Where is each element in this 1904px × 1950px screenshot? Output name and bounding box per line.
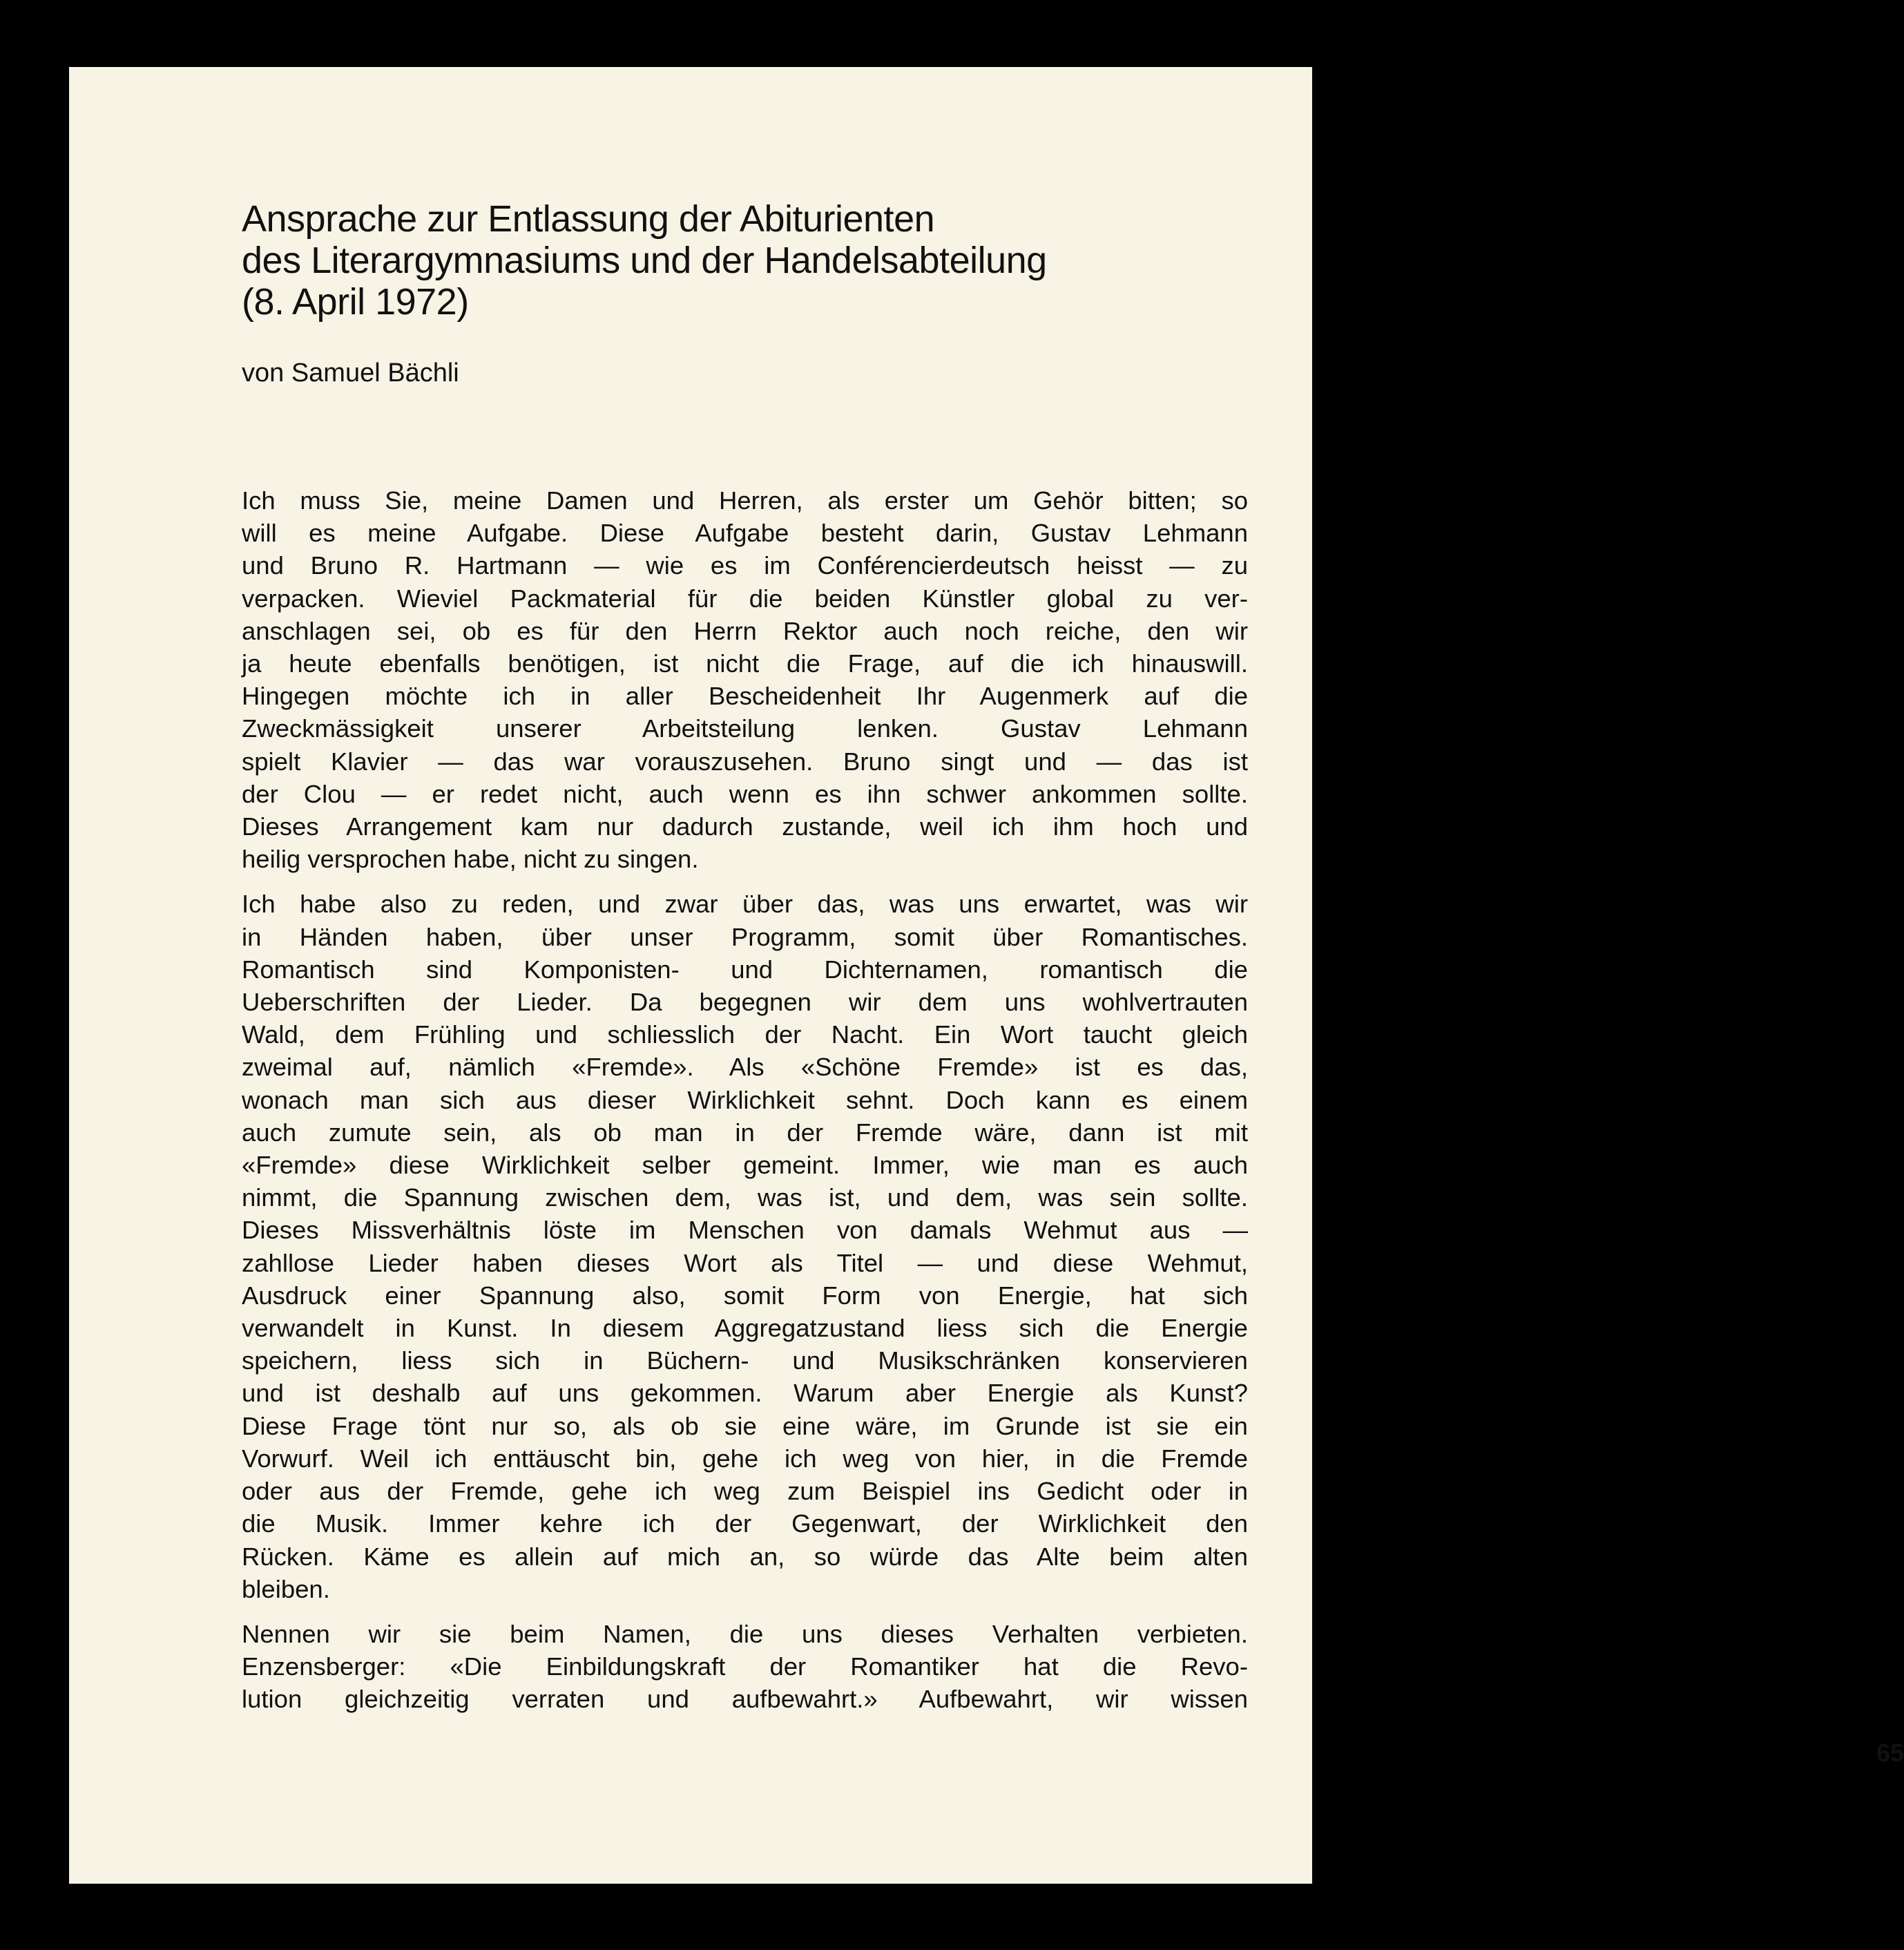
article-title xyxy=(242,198,1248,323)
text-line: zahllose Lieder haben dieses Wort als Titel — und diese Wehmut, xyxy=(242,1248,1248,1277)
text-line: nimmt, die Spannung zwischen dem, was ist, und dem, was sein sollte. xyxy=(242,1183,1248,1212)
text-line: Romantisch sind Komponisten- und Dichternamen, romantisch die xyxy=(242,955,1248,984)
text-line: verpacken. Wieviel Packmaterial für die beiden Künstler global zu ver- xyxy=(242,584,1248,613)
text-line: lution gleichzeitig verraten und aufbewahrt.» Aufbewahrt, wir wissen xyxy=(242,1685,1248,1714)
page-number: 65 xyxy=(1876,1739,1904,1767)
title-line: Ansprache zur Entlassung der Abiturienten xyxy=(242,198,935,240)
text-line: Ausdruck einer Spannung also, somit Form von Energie, hat sich xyxy=(242,1281,1248,1310)
text-line: heilig versprochen habe, nicht zu singen. xyxy=(242,845,699,874)
text-line: Nennen wir sie beim Namen, die uns dieses Verhalten verbieten. xyxy=(242,1619,1248,1648)
text-line: speichern, liess sich in Büchern- und Musikschränken konservieren xyxy=(242,1346,1248,1375)
text-line: die Musik. Immer kehre ich der Gegenwart, der Wirklichkeit den xyxy=(242,1509,1248,1538)
text-line: bleiben. xyxy=(242,1574,330,1603)
text-line: wonach man sich aus dieser Wirklichkeit sehnt. Doch kann es einem xyxy=(242,1085,1248,1114)
text-line: oder aus der Fremde, gehe ich weg zum Beispiel ins Gedicht oder in xyxy=(242,1477,1248,1506)
text-line: der Clou — er redet nicht, auch wenn es ihn schwer ankommen sollte. xyxy=(242,779,1248,808)
article-body xyxy=(242,484,1248,1716)
text-line: verwandelt in Kunst. In diesem Aggregatzustand liess sich die Energie xyxy=(242,1314,1248,1343)
text-line: anschlagen sei, ob es für den Herrn Rektor auch noch reiche, den wir xyxy=(242,616,1248,645)
text-line: Enzensberger: «Die Einbildungskraft der Romantiker hat die Revo- xyxy=(242,1652,1248,1681)
text-line: spielt Klavier — das war vorauszusehen. Bruno singt und — das ist xyxy=(242,747,1248,776)
text-line: und ist deshalb auf uns gekommen. Warum aber Energie als Kunst? xyxy=(242,1379,1248,1408)
text-line: Diese Frage tönt nur so, als ob sie eine wäre, im Grunde ist sie ein xyxy=(242,1411,1248,1440)
text-line: Dieses Arrangement kam nur dadurch zustande, weil ich ihm hoch und xyxy=(242,812,1248,841)
author-byline: von Samuel Bächli xyxy=(242,359,459,388)
paragraph xyxy=(242,888,1248,1605)
text-line: Ich habe also zu reden, und zwar über das, was uns erwartet, was wir xyxy=(242,890,1248,919)
text-line: Hingegen möchte ich in aller Bescheidenheit Ihr Augenmerk auf die xyxy=(242,682,1248,711)
text-line: zweimal auf, nämlich «Fremde». Als «Schöne Fremde» ist es das, xyxy=(242,1053,1248,1082)
text-line: will es meine Aufgabe. Diese Aufgabe besteht darin, Gustav Lehmann xyxy=(242,519,1248,548)
title-line: des Literargymnasiums und der Handelsabteilung xyxy=(242,240,1047,281)
text-line: in Händen haben, über unser Programm, somit über Romantisches. xyxy=(242,922,1248,951)
title-line: (8. April 1972) xyxy=(242,281,469,323)
text-line: Ueberschriften der Lieder. Da begegnen wir dem uns wohlvertrauten xyxy=(242,988,1248,1017)
text-line: Vorwurf. Weil ich enttäuscht bin, gehe ich weg von hier, in die Fremde xyxy=(242,1444,1248,1473)
page-content xyxy=(242,198,1248,1728)
text-line: «Fremde» diese Wirklichkeit selber gemeint. Immer, wie man es auch xyxy=(242,1151,1248,1180)
text-line: Rücken. Käme es allein auf mich an, so würde das Alte beim alten xyxy=(242,1542,1248,1571)
text-line: Dieses Missverhältnis löste im Menschen von damals Wehmut aus — xyxy=(242,1216,1248,1245)
document-page xyxy=(69,67,1904,1884)
text-line: und Bruno R. Hartmann — wie es im Conférencierdeutsch heisst — zu xyxy=(242,551,1248,580)
text-line: Wald, dem Frühling und schliesslich der Nacht. Ein Wort taucht gleich xyxy=(242,1020,1248,1049)
text-line: auch zumute sein, als ob man in der Fremde wäre, dann ist mit xyxy=(242,1118,1248,1147)
text-line: ja heute ebenfalls benötigen, ist nicht die Frage, auf die ich hinauswill. xyxy=(242,649,1248,678)
text-line: Zweckmässigkeit unserer Arbeitsteilung lenken. Gustav Lehmann xyxy=(242,714,1248,743)
paragraph xyxy=(242,1618,1248,1716)
paragraph xyxy=(242,484,1248,875)
text-line: Ich muss Sie, meine Damen und Herren, als erster um Gehör bitten; so xyxy=(242,486,1248,515)
